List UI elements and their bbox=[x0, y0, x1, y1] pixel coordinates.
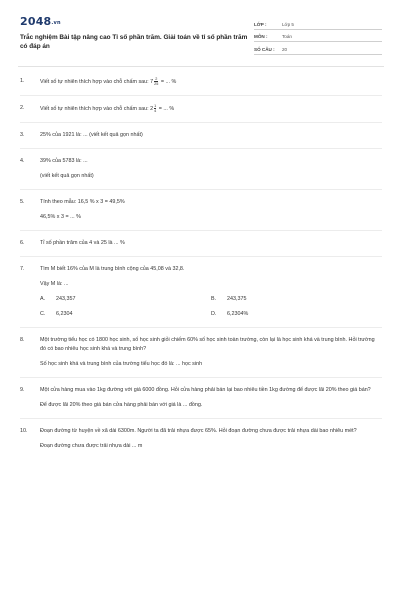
answer-choices bbox=[40, 295, 382, 319]
question-number: 1. bbox=[20, 78, 25, 84]
question-3 bbox=[20, 131, 382, 140]
info-value: Toán bbox=[282, 34, 292, 39]
question-number: 7. bbox=[20, 265, 25, 272]
question-text: Tìm M biết 16% của M là trung bình cộng của 45,08 và 32,8. bbox=[40, 265, 185, 272]
choice-key: D. bbox=[211, 310, 217, 317]
choice-key: C. bbox=[40, 310, 46, 317]
question-text: Một trường tiểu học có 1800 học sinh, số học sinh giỏi chiếm 60% số học sinh toàn trường, còn lại là học sinh khá và trung bình. Hỏi trường đó có bao nhiêu học sinh khá và trung bình? bbox=[40, 336, 375, 352]
info-row-subject bbox=[254, 30, 382, 43]
info-row-count bbox=[254, 42, 382, 55]
question-number: 9. bbox=[20, 386, 25, 393]
question-divider bbox=[20, 230, 382, 231]
question-5 bbox=[20, 198, 382, 222]
question-divider bbox=[20, 148, 382, 149]
choice-b[interactable] bbox=[211, 295, 382, 304]
logo-tld: .vn bbox=[51, 20, 61, 26]
question-number: 4. bbox=[20, 157, 25, 164]
choice-a[interactable] bbox=[40, 295, 211, 304]
fraction-numerator: 1 bbox=[154, 103, 157, 108]
info-label: SỐ CÂU : bbox=[254, 46, 275, 52]
info-label: MÔN : bbox=[254, 34, 268, 39]
choice-value: 243,375 bbox=[227, 295, 247, 302]
question-8 bbox=[20, 336, 382, 369]
fraction-denominator: 4 bbox=[154, 108, 157, 113]
document-header bbox=[20, 0, 382, 62]
question-7 bbox=[20, 265, 382, 319]
choice-d[interactable] bbox=[211, 310, 382, 319]
question-text: Tỉ số phần trăm của 4 và 25 là ... % bbox=[40, 239, 125, 246]
question-divider bbox=[20, 95, 382, 96]
info-box bbox=[254, 17, 382, 62]
question-subtext: Để được lãi 20% theo giá bán cửa hàng phải bán với giá là ... đồng. bbox=[40, 401, 203, 408]
question-divider bbox=[20, 327, 382, 328]
info-value: 20 bbox=[282, 46, 288, 52]
question-number: 6. bbox=[20, 239, 25, 246]
choice-key: B. bbox=[211, 295, 217, 302]
question-6 bbox=[20, 239, 382, 248]
info-label: LỚP : bbox=[254, 21, 267, 27]
choice-value: 243,357 bbox=[56, 295, 76, 302]
logo-text: 2048 bbox=[20, 15, 52, 28]
choice-value: 6,2304 bbox=[56, 310, 73, 317]
header-divider bbox=[18, 66, 384, 67]
question-subtext: Vậy M là: ... bbox=[40, 280, 69, 287]
choice-value: 6,2304% bbox=[227, 310, 249, 317]
question-text: Một cửa hàng mua vào 1kg đường với giá 6000 đồng. Hỏi cửa hàng phải bán lại bao nhiêu tiền 1kg đường để được lãi 20% theo giá bán? bbox=[40, 386, 371, 393]
choice-c[interactable] bbox=[40, 310, 211, 319]
question-text-after: = ... % bbox=[157, 105, 175, 112]
fraction bbox=[154, 77, 158, 86]
question-subtext: (viết kết quả gọn nhất) bbox=[40, 172, 94, 179]
choice-key: A. bbox=[40, 295, 46, 302]
question-1 bbox=[20, 77, 382, 87]
question-divider bbox=[20, 122, 382, 123]
question-number: 5. bbox=[20, 198, 25, 205]
question-10 bbox=[20, 427, 382, 451]
question-4 bbox=[20, 157, 382, 181]
question-divider bbox=[20, 256, 382, 257]
info-value: Lớp 5 bbox=[282, 21, 294, 27]
fraction-numerator: 2 bbox=[155, 77, 158, 81]
question-number: 2. bbox=[20, 104, 25, 111]
question-text: Đoạn đường từ huyện về xã dài 6300m. Người ta đã trải nhựa được 65%. Hỏi đoạn đường chưa được trải nhựa dài bao nhiêu mét? bbox=[40, 427, 357, 434]
question-list bbox=[20, 77, 382, 451]
site-logo[interactable] bbox=[20, 15, 250, 28]
question-text: 39% của 5783 là: ... bbox=[40, 157, 88, 164]
fraction-denominator: 25 bbox=[154, 82, 159, 86]
info-row-class bbox=[254, 17, 382, 30]
question-text: Viết số tự nhiên thích hợp vào chỗ chấm sau: 2 bbox=[40, 105, 154, 112]
question-2 bbox=[20, 104, 382, 114]
question-text: 25% của 1921 là: ... (viết kết quả gọn nhất) bbox=[40, 131, 143, 138]
question-number: 3. bbox=[20, 131, 25, 138]
question-text-after: = ... % bbox=[159, 78, 177, 85]
question-divider bbox=[20, 418, 382, 419]
question-number: 10. bbox=[20, 427, 28, 434]
header-left bbox=[20, 15, 250, 62]
question-subtext: 46,5% x 3 = ... % bbox=[40, 213, 81, 220]
question-text: Tính theo mẫu: 16,5 % x 3 = 49,5% bbox=[40, 198, 125, 205]
question-number: 8. bbox=[20, 336, 25, 343]
question-9 bbox=[20, 386, 382, 410]
question-subtext: Số học sinh khá và trung bình của trường tiểu học đó là: ... học sinh bbox=[40, 360, 203, 367]
question-subtext: Đoạn đường chưa được trải nhựa dài ... m bbox=[40, 442, 143, 449]
document-title: Trắc nghiệm Bài tập nâng cao Tỉ số phần trăm. Giải toán về tỉ số phần trăm có đáp án bbox=[20, 34, 248, 50]
question-divider bbox=[20, 189, 382, 190]
question-text: Viết số tự nhiên thích hợp vào chỗ chấm sau: 7 bbox=[40, 78, 154, 85]
fraction bbox=[154, 104, 156, 113]
question-divider bbox=[20, 377, 382, 378]
